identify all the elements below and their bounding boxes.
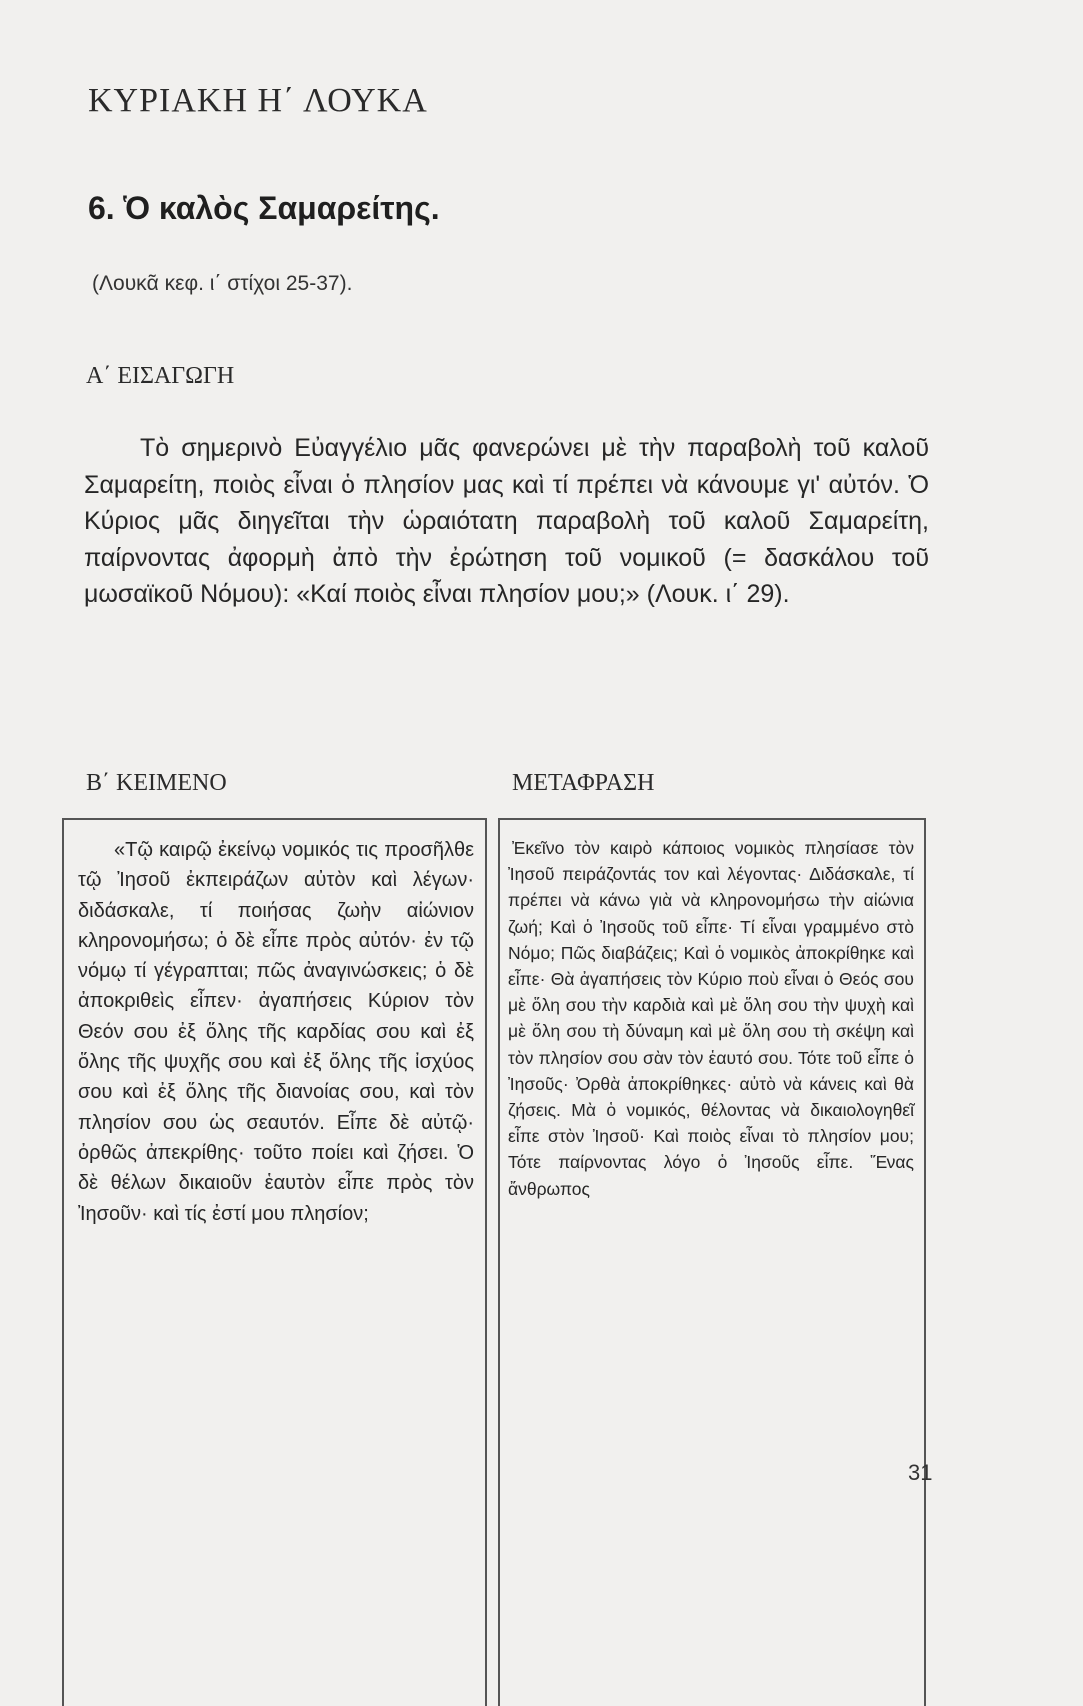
page-number: 31 — [908, 1460, 933, 1485]
introduction-paragraph: Τὸ σημερινὸ Εὐαγγέλιο μᾶς φανερώνει μὲ τὴν παραβολὴ τοῦ καλοῦ Σαμαρείτη, ποιὸς εἶναι ὁ πλησίον μας καὶ τί πρέπει νὰ κάνουμε γι' αὐτόν. Ὁ Κύριος μᾶς διηγεῖται τὴν ὡραιότατη παραβολὴ τοῦ καλοῦ Σαμαρείτη, παίρνοντας ἀφορμὴ ἀπὸ τὴν ἐρώτηση τοῦ νομικοῦ (= δασκάλου τοῦ μωσαϊκοῦ Νόμου): «Καί ποιὸς εἶναι πλησίον μου;» (Λουκ. ι΄ 29). — [84, 434, 929, 608]
chapter-title: 6. Ὁ καλὸς Σαμαρείτης. — [88, 190, 440, 226]
scripture-reference: (Λουκᾶ κεφ. ι΄ στίχοι 25-37). — [92, 272, 353, 295]
section-heading-text: Β΄ ΚΕΙΜΕΝΟ — [86, 770, 227, 796]
section-heading-introduction: Α΄ ΕΙΣΑΓΩΓΗ — [86, 363, 235, 389]
section-heading-translation: ΜΕΤΑΦΡΑΣΗ — [512, 770, 655, 796]
translation-text: Ἐκεῖνο τὸν καιρὸ κάποιος νομικὸς πλησίασε τὸν Ἰησοῦ πειράζοντάς τον καὶ λέγοντας· Διδάσκαλε, τί πρέπει νὰ κάνω γιὰ νὰ κληρονομήσω τὴν αἰώνια ζωή; Καὶ ὁ Ἰησοῦς τοῦ εἶπε· Τί εἶναι γραμμένο στὸ Νόμο; Πῶς διαβάζεις; Καὶ ὁ νομικὸς ἀποκρίθηκε καὶ εἶπε· Θὰ ἀγαπήσεις τὸν Κύριο ποὺ εἶναι ὁ Θεός σου μὲ ὅλη σου τὴν καρδιὰ καὶ μὲ ὅλη σου τὴν ψυχὴ καὶ μὲ ὅλη σου τὴ δύναμη καὶ μὲ ὅλη σου τὴ σκέψη καὶ τὸν πλησίον σου σὰν τὸν ἑαυτό σου. Τότε τοῦ εἶπε ὁ Ἰησοῦς· Ὀρθὰ ἀποκρίθηκες· αὐτὸ νὰ κάνεις καὶ θὰ ζήσεις. Μὰ ὁ νομικός, θέλοντας νὰ δικαιολογηθεῖ εἶπε στὸν Ἰησοῦ· Καὶ ποιὸς εἶναι τὸ πλησίον μου; Τότε παίρνοντας λόγο ὁ Ἰησοῦς εἶπε. Ἕνας ἄνθρωπος — [508, 838, 914, 1199]
original-greek-text: «Τῷ καιρῷ ἐκείνῳ νομικός τις προσῆλθε τῷ Ἰησοῦ ἐκπειράζων αὐτὸν καὶ λέγων· διδάσκαλε, τί ποιήσας ζωὴν αἰώνιον κληρονομήσω; ὁ δὲ εἶπε πρὸς αὐτόν· ἐν τῷ νόμῳ τί γέγραπται; πῶς ἀναγινώσκεις; ὁ δὲ ἀποκριθεὶς εἶπεν· ἀγαπήσεις Κύριον τὸν Θεόν σου ἐξ ὅλης τῆς καρδίας σου καὶ ἐξ ὅλης τῆς ψυχῆς σου καὶ ἐξ ὅλης τῆς ἰσχύος σου καὶ ἐξ ὅλης τῆς διανοίας σου, καὶ τὸν πλησίον σου ὡς σεαυτόν. Εἶπε δὲ αὐτῷ· ὀρθῶς ἀπεκρίθης· τοῦτο ποίει καὶ ζήσει. Ὁ δὲ θέλων δικαιοῦν ἑαυτὸν εἶπε πρὸς τὸν Ἰησοῦν· καὶ τίς ἐστί μου πλησίον; — [78, 839, 474, 1225]
page-header-title: ΚΥΡΙΑΚΗ Η΄ ΛΟΥΚΑ — [88, 82, 428, 119]
